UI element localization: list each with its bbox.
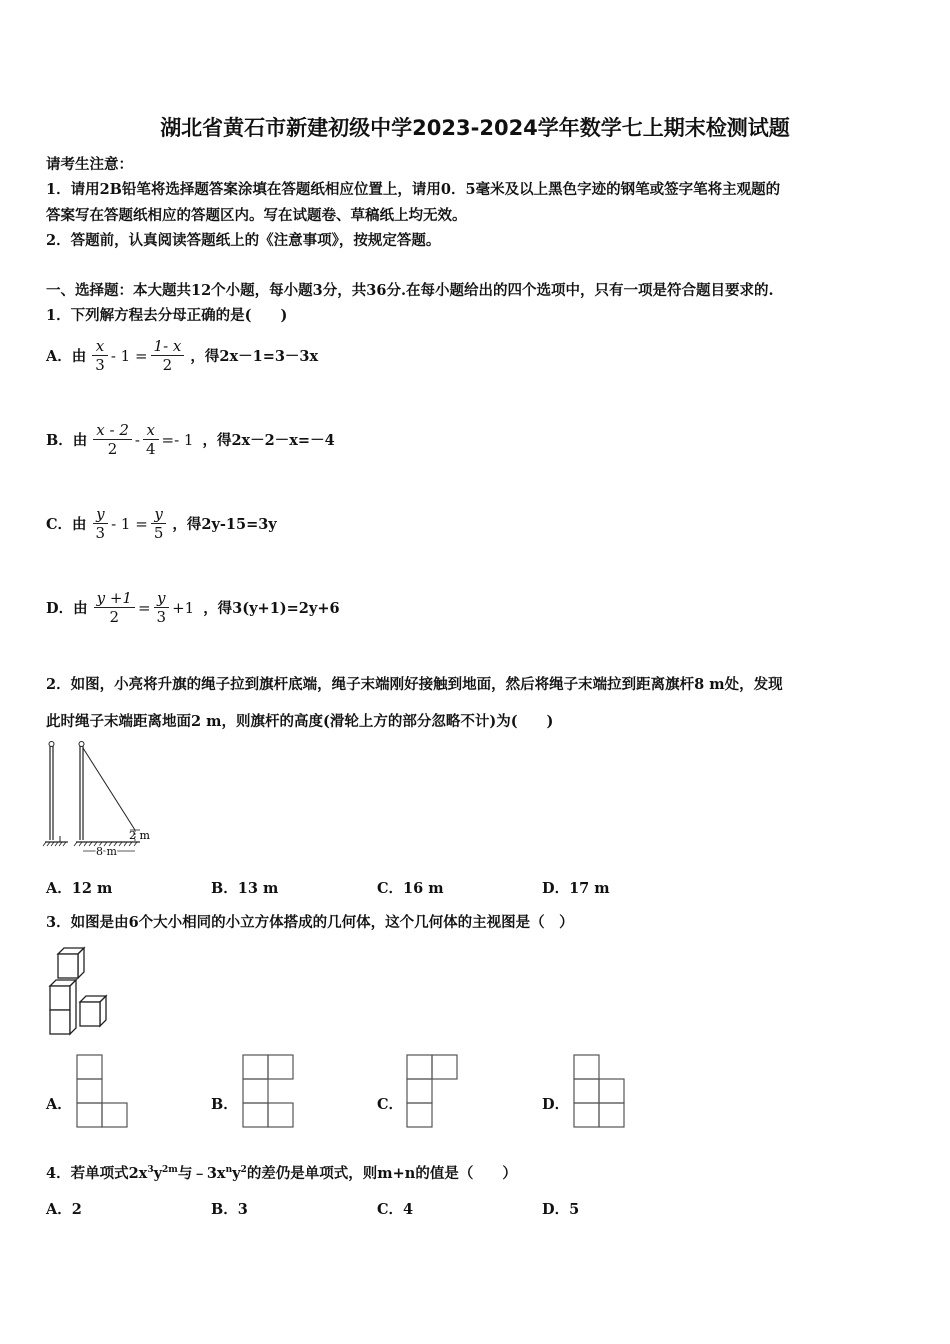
q1-d-label: D．由: [46, 600, 88, 617]
q1-d-f2d: 3: [156, 608, 167, 626]
q1-a-label: A．由: [46, 348, 87, 365]
q3-option-b-shape[interactable]: [242, 1054, 296, 1130]
q1-c-mid: - 1 =: [111, 514, 148, 533]
q4-option-a[interactable]: A．2: [46, 1201, 82, 1218]
q1-a-tail: ，得2x－1=3－3x: [190, 348, 319, 365]
q1-a-f2n: 1- x: [151, 337, 185, 356]
q1-option-b[interactable]: [46, 421, 335, 458]
q4-option-c[interactable]: C．4: [377, 1201, 414, 1218]
q4-stem: 4．若单项式$2x^3y^{2m}$与$﹣3x^ny^2$的差仍是单项式，则m+n的值是（ ）: [46, 1165, 517, 1182]
flagpole-figure: [40, 738, 160, 860]
q3-option-b[interactable]: B．: [211, 1096, 238, 1113]
q1-d-f1d: 2: [109, 608, 120, 626]
notice-item-2: 2．答题前，认真阅读答题纸上的《注意事项》，按规定答题。: [46, 232, 441, 249]
q1-a-mid: - 1 =: [110, 346, 148, 365]
q1-a-f1d: 3: [95, 356, 105, 374]
notice-item-1b: 答案写在答题纸相应的答题区内。写在试题卷、草稿纸上均无效。: [46, 207, 467, 224]
q3-option-c[interactable]: C．: [377, 1096, 404, 1113]
q3-stem: 3．如图是由6个大小相同的小立方体搭成的几何体，这个几何体的主视图是（ ）: [46, 914, 574, 931]
q4-option-d[interactable]: D．5: [542, 1201, 580, 1218]
q1-b-tail: ，得2x－2－x=－4: [202, 432, 335, 449]
q1-b-f2d: 4: [145, 440, 156, 458]
q1-b-mid: -: [134, 430, 140, 449]
fig-height-label: 2 m: [129, 829, 150, 842]
q1-option-d[interactable]: [46, 589, 340, 626]
notice-item-1a: 1．请用2B铅笔将选择题答案涂填在答题纸相应位置上，请用0．5毫米及以上黑色字迹的钢笔或签字笔将主观题的: [46, 181, 781, 198]
q1-c-tail: ，得2y-15=3y: [172, 516, 277, 533]
q1-option-a[interactable]: [46, 337, 318, 374]
q1-b-rhs: =- 1: [161, 430, 194, 449]
q1-d-rhs: +1: [172, 598, 195, 617]
q4-option-b[interactable]: B．3: [211, 1201, 248, 1218]
q3-option-d[interactable]: D．: [542, 1096, 570, 1113]
q1-c-f1d: 3: [95, 524, 106, 542]
q1-a-f2d: 2: [162, 356, 173, 374]
q1-option-c[interactable]: [46, 505, 277, 542]
q2-option-b[interactable]: B．13 m: [211, 880, 279, 897]
q1-d-f1n: y +1: [94, 589, 135, 608]
notice-heading: 请考生注意：: [46, 156, 133, 173]
q2-option-c[interactable]: C．16 m: [377, 880, 444, 897]
q1-c-f1n: y: [93, 505, 109, 524]
q2-stem-2: 此时绳子末端距离地面2 m，则旗杆的高度(滑轮上方的部分忽略不计)为( ): [46, 713, 554, 730]
q2-stem-1: 2．如图，小亮将升旗的绳子拉到旗杆底端，绳子末端刚好接触到地面，然后将绳子末端拉到距离旗杆8 m处，发现: [46, 676, 783, 693]
fig-width-label: 8 m: [96, 845, 117, 858]
q3-option-a[interactable]: A．: [46, 1096, 72, 1113]
q2-option-d[interactable]: D．17 m: [542, 880, 610, 897]
q3-option-d-shape[interactable]: [573, 1054, 627, 1130]
q1-c-label: C．由: [46, 516, 87, 533]
q1-b-f2n: x: [143, 421, 159, 440]
q1-d-f2n: y: [154, 589, 170, 608]
q2-option-a[interactable]: A．12 m: [46, 880, 113, 897]
q1-b-f1d: 2: [107, 440, 118, 458]
q1-d-mid: =: [137, 598, 151, 617]
q1-stem: 1．下列解方程去分母正确的是( ): [46, 307, 288, 324]
q3-option-a-shape[interactable]: [76, 1054, 130, 1130]
q1-d-tail: ，得3(y+1)=2y+6: [203, 600, 340, 617]
section-heading: 一、选择题：本大题共12个小题，每小题3分，共36分.在每小题给出的四个选项中，只有一项是符合题目要求的.: [46, 282, 774, 299]
q3-option-c-shape[interactable]: [406, 1054, 460, 1130]
page-title: 湖北省黄石市新建初级中学2023-2024学年数学七上期末检测试题: [160, 116, 790, 140]
q1-b-label: B．由: [46, 432, 88, 449]
q1-b-f1n: x - 2: [93, 421, 132, 440]
q1-c-f2n: y: [151, 505, 167, 524]
q1-a-f1n: x: [92, 337, 108, 356]
cube-stack-figure: [44, 940, 116, 1040]
q1-c-f2d: 5: [153, 524, 164, 542]
